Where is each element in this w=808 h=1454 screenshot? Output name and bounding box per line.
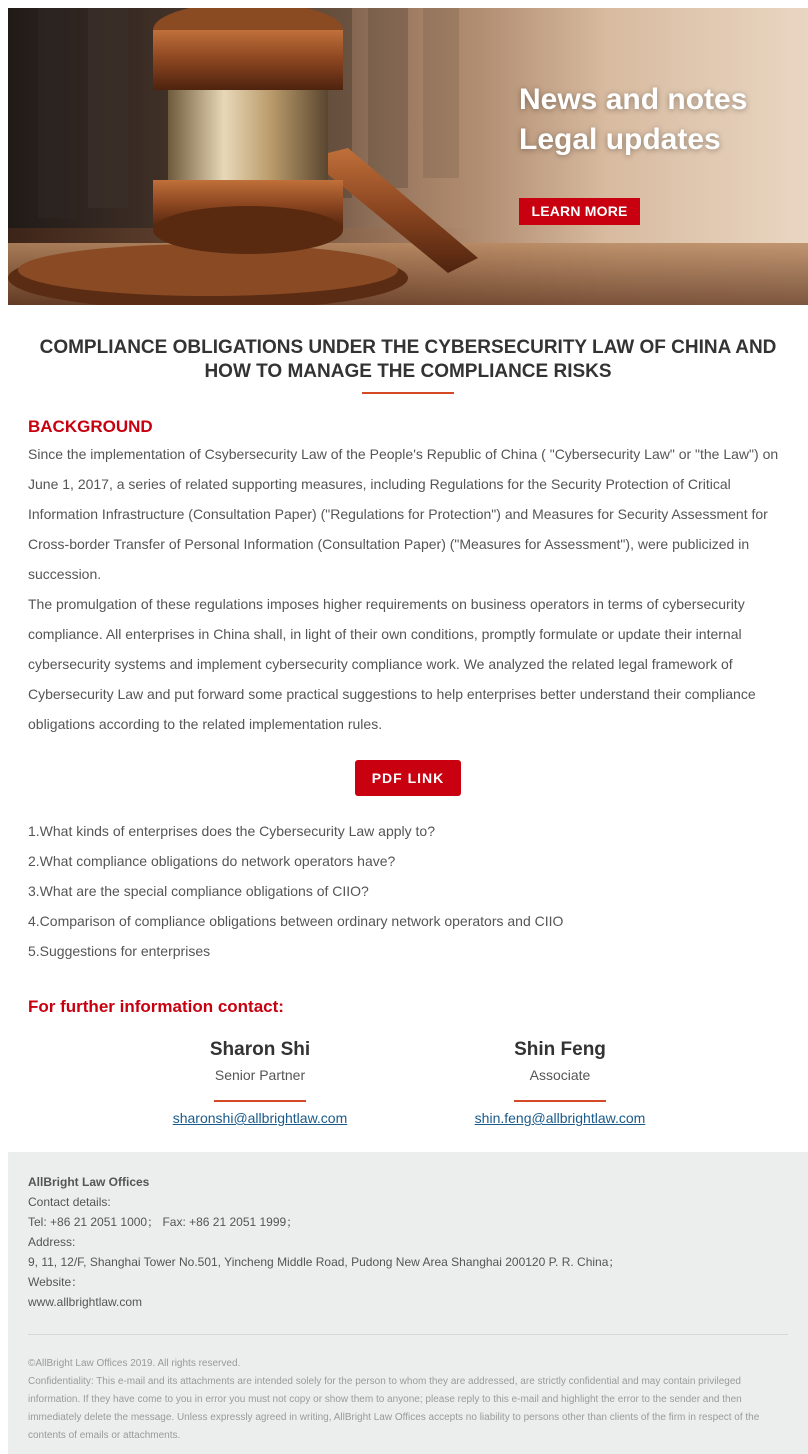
footer-website-label: Website： <box>28 1275 84 1289</box>
contact-card-sharon-shi <box>140 1036 380 1128</box>
contact-heading: For further information contact: <box>28 997 284 1016</box>
toc-item-1[interactable]: 1.What kinds of enterprises does the Cybersecurity Law apply to? <box>28 823 435 839</box>
background-paragraph-1: Since the implementation of Csybersecurity Law of the People's Republic of China ( "Cybersecurity Law" or "the Law") on June 1, 2017, a series of related supporting measures, including Regulations for the Security Protection of Critical Information Infrastructure (Consultation Paper) ("Regulations for Protection") and Measures for Security Assessment for Cross-border Transfer of Personal Information (Consultation Paper) ("Measures for Assessment"), were publicized in succession. <box>28 446 779 582</box>
contact-divider <box>214 1100 306 1102</box>
footer-contact-label: Contact details: <box>28 1195 111 1209</box>
footer-website-link[interactable]: www.allbrightlaw.com <box>28 1295 143 1309</box>
hero-title-line-2: Legal updates <box>519 123 721 156</box>
footer-info <box>28 1172 788 1312</box>
contact-email-link[interactable]: sharonshi@allbrightlaw.com <box>172 1110 348 1126</box>
footer-address-label: Address: <box>28 1235 76 1249</box>
background-paragraph-2: The promulgation of these regulations imposes higher requirements on business operators in terms of cybersecurity compliance. All enterprises in China shall, in light of their own conditions, promptly formulate or update their internal cybersecurity systems and implement cybersecurity compliance work. We analyzed the related legal framework of Cybersecurity Law and put forward some practical suggestions to help enterprises better understand their compliance obligations according to the related implementation rules. <box>28 596 756 732</box>
footer-confidentiality: Confidentiality: This e-mail and its attachments are intended solely for the person to whom they are addressed, are strictly confidential and may contain privileged information. If they have come to you in error you must not copy or show them to anyone; please reply to this e-mail and highlight the error to the sender and then immediately delete the message. Unless expressly agreed in writing, AllBright Law Offices accepts no liability to persons other than clients of the firm in respect of the contents of emails or attachments. <box>28 1376 760 1441</box>
article-title: COMPLIANCE OBLIGATIONS UNDER THE CYBERSECURITY LAW OF CHINA AND HOW TO MANAGE THE COMPLIANCE RISKS <box>39 337 777 382</box>
contact-role: Associate <box>529 1067 591 1083</box>
toc-item-5[interactable]: 5.Suggestions for enterprises <box>28 943 211 959</box>
footer-copyright: ©AllBright Law Offices 2019. All rights reserved. <box>28 1358 241 1369</box>
contact-name: Sharon Shi <box>209 1039 311 1060</box>
table-of-contents <box>28 816 782 966</box>
toc-item-3[interactable]: 3.What are the special compliance obligations of CIIO? <box>28 883 369 899</box>
hero-banner <box>8 8 808 305</box>
pdf-link-button[interactable]: PDF LINK <box>355 760 461 796</box>
toc-item-2[interactable]: 2.What compliance obligations do network operators have? <box>28 853 396 869</box>
contact-divider <box>514 1100 606 1102</box>
footer-divider <box>28 1334 788 1335</box>
learn-more-button[interactable]: LEARN MORE <box>519 198 640 225</box>
title-divider <box>362 392 454 394</box>
hero-title <box>519 80 747 160</box>
contact-email-link[interactable]: shin.feng@allbrightlaw.com <box>474 1110 646 1126</box>
footer-address: 9, 11, 12/F, Shanghai Tower No.501, Yincheng Middle Road, Pudong New Area Shanghai 200120 P. R. China； <box>28 1255 621 1269</box>
toc-item-4[interactable]: 4.Comparison of compliance obligations between ordinary network operators and CIIO <box>28 913 564 929</box>
background-heading: BACKGROUND <box>28 417 153 436</box>
footer-firm-name: AllBright Law Offices <box>28 1175 150 1189</box>
contact-name: Shin Feng <box>514 1039 606 1060</box>
contact-card-shin-feng <box>440 1036 680 1128</box>
contact-role: Senior Partner <box>214 1067 306 1083</box>
footer-tel-fax: Tel: +86 21 2051 1000； Fax: +86 21 2051 1999； <box>28 1215 299 1229</box>
footer <box>8 1152 808 1454</box>
footer-legal <box>28 1355 788 1445</box>
hero-title-line-1: News and notes <box>519 83 748 116</box>
